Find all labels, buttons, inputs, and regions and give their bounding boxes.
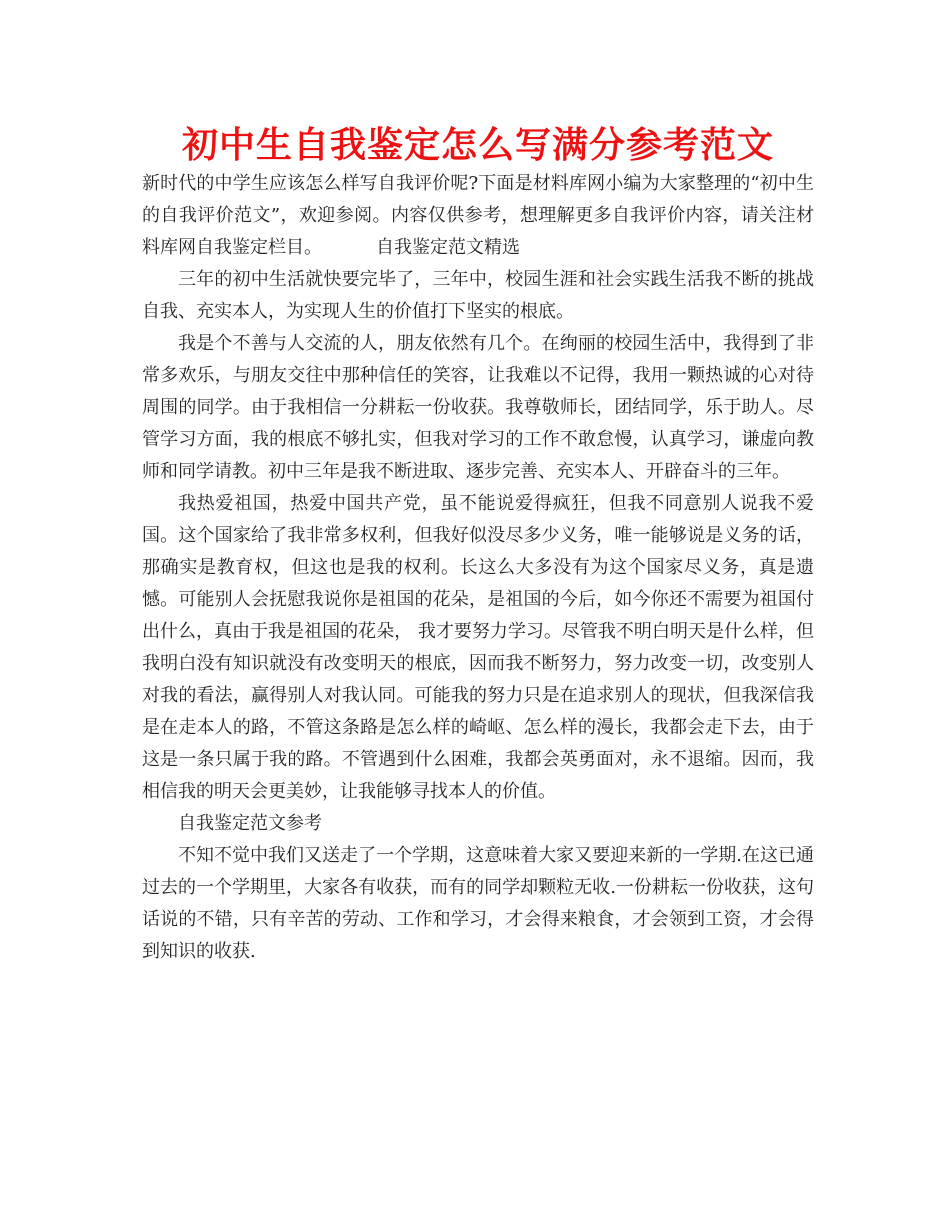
document-title: 初中生自我鉴定怎么写满分参考范文	[181, 125, 774, 166]
intro-paragraph	[142, 168, 814, 264]
document-page	[142, 124, 814, 968]
body-paragraph-2: 我是个不善与人交流的人，朋友依然有几个。在绚丽的校园生活中，我得到了非常多欢乐，与朋友交往中那种信任的笑容，让我难以不记得，我用一颗热诚的心对待周围的同学。由于我相信一分耕耘一份收获。我尊敬师长，团结同学，乐于助人。尽管学习方面，我的根底不够扎实，但我对学习的工作不敢怠慢，认真学习，谦虚向教师和同学请教。初中三年是我不断进取、逐步完善、充实本人、开辟奋斗的三年。	[142, 333, 814, 482]
body-paragraph-3: 我热爱祖国，热爱中国共产党，虽不能说爱得疯狂，但我不同意别人说我不爱国。这个国家给了我非常多权利，但我好似没尽多少义务，唯一能够说是义务的话，那确实是教育权，但这也是我的权利。长这么大多没有为这个国家尽义务，真是遗憾。可能别人会抚慰我说你是祖国的花朵，是祖国的今后，如今你还不需要为祖国付出什么，真由于我是祖国的花朵， 我才要努力学习。尽管我不明白明天是什么样，但我明白没有知识就没有改变明天的根底，因而我不断努力，努力改变一切，改变别人对我的看法，赢得别人对我认同。可能我的努力只是在追求别人的现状，但我深信我是在走本人的路，不管这条路是怎么样的崎岖、怎么样的漫长，我都会走下去，由于这是一条只属于我的路。不管遇到什么困难，我都会英勇面对，永不退缩。因而，我相信我的明天会更美妙，让我能够寻找本人的价值。	[142, 493, 814, 802]
intro-text: 新时代的中学生应该怎么样写自我评价呢?下面是材料库网小编为大家整理的“初中生的自我评价范文”，欢迎参阅。内容仅供参考，想理解更多自我评价内容，请关注材料库网自我鉴定栏目。	[142, 173, 814, 258]
section-heading-selection: 自我鉴定范文精选	[376, 237, 520, 258]
closing-paragraph: 不知不觉中我们又送走了一个学期，这意味着大家又要迎来新的一学期.在这已通过去的一个学期里，大家各有收获，而有的同学却颗粒无收.一份耕耘一份收获，这句话说的不错，只有辛苦的劳动、工作和学习，才会得来粮食，才会领到工资，才会得到知识的收获.	[142, 845, 814, 962]
body-paragraph-1: 三年的初中生活就快要完毕了，三年中，校园生涯和社会实践生活我不断的挑战自我、充实本人，为实现人生的价值打下坚实的根底。	[142, 269, 814, 322]
section-heading-reference: 自我鉴定范文参考	[178, 813, 322, 834]
